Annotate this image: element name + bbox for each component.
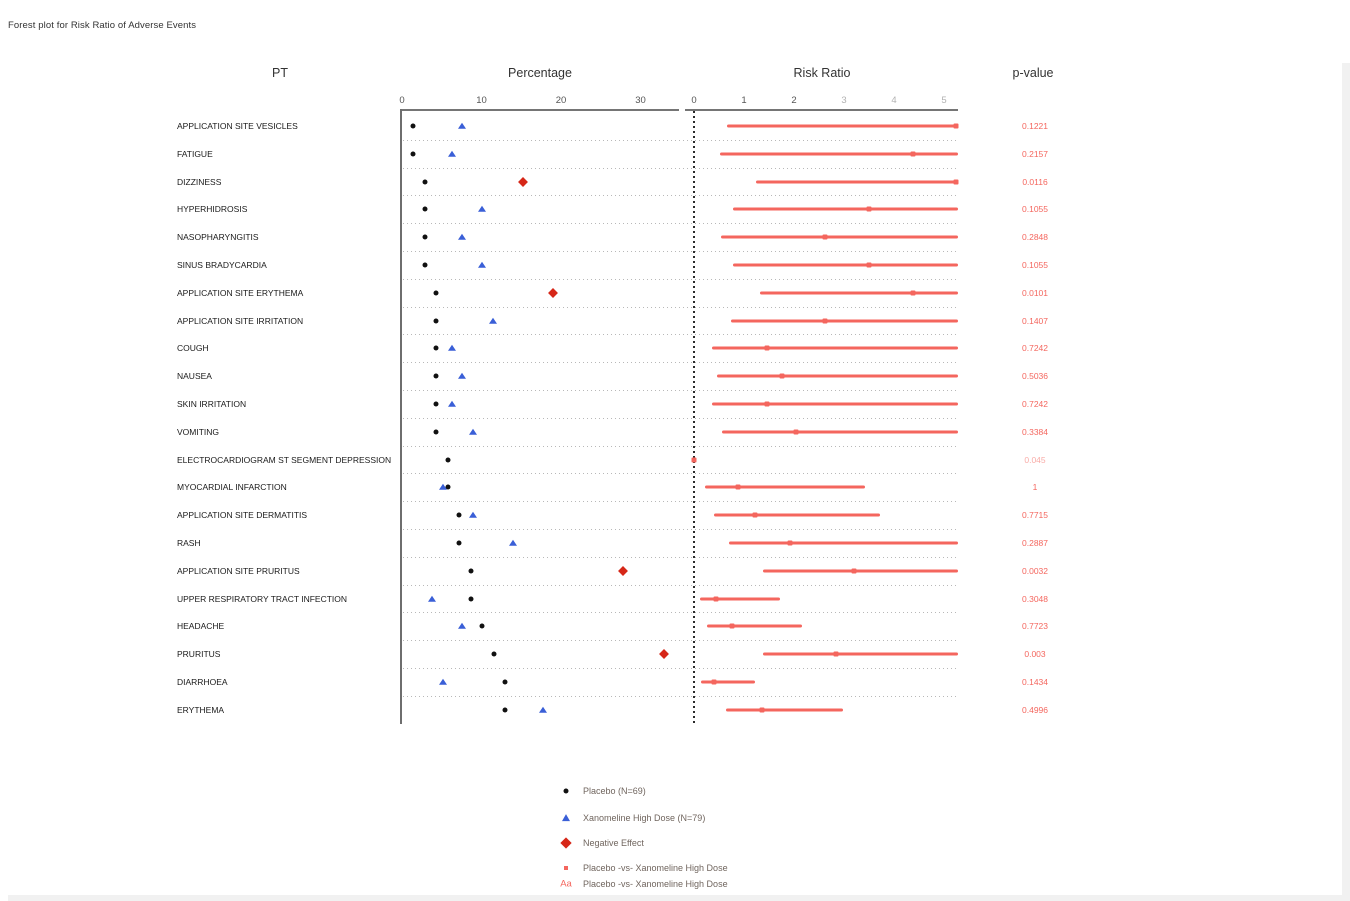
p-value: 0.4996 — [1022, 704, 1048, 715]
placebo-marker — [503, 707, 508, 712]
risk-ratio-estimate-marker — [692, 457, 697, 462]
p-value: 0.2157 — [1022, 148, 1048, 159]
xanomeline-marker — [458, 234, 466, 240]
risk-ratio-estimate-marker — [823, 235, 828, 240]
placebo-marker — [457, 513, 462, 518]
placebo-marker — [492, 652, 497, 657]
risk-ratio-axis-tick: 3 — [841, 95, 847, 106]
p-value: 1 — [1032, 482, 1038, 493]
percentage-axis-tick: 10 — [476, 95, 487, 106]
horizontal-scrollbar[interactable] — [8, 895, 1342, 901]
xanomeline-marker — [428, 595, 436, 601]
xanomeline-marker — [458, 623, 466, 629]
pt-label: ELECTROCARDIOGRAM ST SEGMENT DEPRESSION — [177, 454, 392, 465]
xanomeline-marker — [439, 679, 447, 685]
risk-ratio-ci-line — [729, 541, 958, 544]
xanomeline-marker — [469, 428, 477, 434]
pt-label: APPLICATION SITE ERYTHEMA — [177, 287, 304, 298]
risk-ratio-ci-line — [726, 708, 843, 711]
pt-label: HYPERHIDROSIS — [177, 204, 248, 215]
row-separator — [403, 168, 958, 169]
row-separator — [403, 223, 958, 224]
row-separator — [403, 334, 958, 335]
legend-blue-triangle-marker — [562, 814, 570, 821]
pt-label: APPLICATION SITE IRRITATION — [177, 315, 304, 326]
xanomeline-marker — [439, 484, 447, 490]
p-value: 0.3048 — [1022, 593, 1048, 604]
pt-label: FATIGUE — [177, 148, 213, 159]
placebo-marker — [457, 540, 462, 545]
p-value: 0.7242 — [1022, 398, 1048, 409]
row-separator — [403, 640, 958, 641]
p-value: 0.0116 — [1022, 176, 1048, 187]
pt-label: APPLICATION SITE PRURITUS — [177, 565, 300, 576]
percentage-plot-left-border — [400, 109, 402, 724]
placebo-marker — [434, 429, 439, 434]
risk-ratio-ci-line — [700, 597, 780, 600]
p-value: 0.7723 — [1022, 621, 1048, 632]
pt-label: SKIN IRRITATION — [177, 398, 247, 409]
p-value: 0.3384 — [1022, 426, 1048, 437]
pt-label: RASH — [177, 537, 201, 548]
risk-ratio-estimate-marker — [765, 346, 770, 351]
page-title: Forest plot for Risk Ratio of Adverse Events — [8, 20, 197, 31]
placebo-marker — [434, 290, 439, 295]
placebo-marker — [423, 262, 428, 267]
row-separator — [403, 251, 958, 252]
legend-label: Xanomeline High Dose (N=79) — [583, 813, 706, 823]
xanomeline-marker — [448, 345, 456, 351]
risk-ratio-estimate-marker — [794, 429, 799, 434]
risk-ratio-estimate-marker — [866, 262, 871, 267]
risk-ratio-axis-tick: 4 — [891, 95, 897, 106]
row-separator — [403, 195, 958, 196]
risk-ratio-estimate-marker — [765, 401, 770, 406]
risk-ratio-estimate-marker — [729, 624, 734, 629]
row-separator — [403, 668, 958, 669]
xanomeline-marker — [458, 123, 466, 129]
risk-ratio-estimate-marker — [834, 652, 839, 657]
pt-label: NAUSEA — [177, 371, 212, 382]
risk-ratio-ci-line — [763, 653, 958, 656]
pt-label: VOMITING — [177, 426, 220, 437]
xanomeline-marker — [469, 512, 477, 518]
risk-ratio-estimate-marker — [788, 540, 793, 545]
xanomeline-marker — [539, 706, 547, 712]
p-value: 0.003 — [1024, 649, 1046, 660]
placebo-marker — [423, 235, 428, 240]
vertical-scrollbar[interactable] — [1342, 63, 1350, 901]
risk-ratio-axis-line — [685, 109, 958, 111]
risk-ratio-estimate-marker — [910, 151, 915, 156]
p-value: 0.1434 — [1022, 676, 1048, 687]
p-value: 0.0101 — [1022, 287, 1048, 298]
p-value: 0.5036 — [1022, 371, 1048, 382]
pt-label: NASOPHARYNGITIS — [177, 232, 259, 243]
risk-ratio-ci-line — [712, 402, 958, 405]
risk-ratio-estimate-marker — [954, 123, 959, 128]
risk-ratio-axis-tick: 2 — [791, 95, 797, 106]
risk-ratio-ci-line — [760, 291, 958, 294]
risk-ratio-estimate-marker — [711, 679, 716, 684]
placebo-marker — [434, 401, 439, 406]
percentage-axis-tick: 20 — [555, 95, 567, 106]
placebo-marker — [423, 207, 428, 212]
risk-ratio-ci-line — [707, 625, 802, 628]
legend-label: Negative Effect — [583, 838, 644, 848]
pt-label: DIARRHOEA — [177, 676, 228, 687]
xanomeline-marker — [489, 317, 497, 323]
risk-ratio-ci-line — [722, 430, 958, 433]
row-separator — [403, 140, 958, 141]
pt-label: APPLICATION SITE DERMATITIS — [177, 510, 308, 521]
xanomeline-marker — [478, 262, 486, 268]
percentage-axis-line — [400, 109, 679, 111]
placebo-marker — [434, 374, 439, 379]
row-separator — [403, 501, 958, 502]
placebo-marker — [434, 318, 439, 323]
col-header-percentage: Percentage — [508, 66, 572, 80]
negative-effect-marker — [659, 649, 669, 659]
pt-label: SINUS BRADYCARDIA — [177, 259, 267, 270]
risk-ratio-ci-line — [721, 236, 958, 239]
risk-ratio-estimate-marker — [735, 485, 740, 490]
xanomeline-marker — [458, 373, 466, 379]
row-separator — [403, 473, 958, 474]
risk-ratio-ci-line — [705, 486, 865, 489]
risk-ratio-estimate-marker — [910, 290, 915, 295]
p-value: 0.1407 — [1022, 315, 1048, 326]
placebo-marker — [434, 346, 439, 351]
pt-label: MYOCARDIAL INFARCTION — [177, 482, 287, 493]
risk-ratio-ci-line — [727, 124, 958, 127]
risk-ratio-estimate-marker — [760, 707, 765, 712]
pt-label: UPPER RESPIRATORY TRACT INFECTION — [177, 593, 348, 604]
risk-ratio-ci-line — [733, 208, 958, 211]
risk-ratio-ci-line — [756, 180, 958, 183]
col-header-risk-ratio: Risk Ratio — [793, 66, 851, 80]
row-separator — [403, 585, 958, 586]
p-value: 0.7715 — [1022, 510, 1048, 521]
p-value: 0.7242 — [1022, 343, 1048, 354]
risk-ratio-axis-tick: 1 — [741, 95, 747, 106]
negative-effect-marker — [548, 288, 558, 298]
p-value: 0.1221 — [1022, 120, 1048, 131]
row-separator — [403, 390, 958, 391]
pt-label: COUGH — [177, 343, 209, 354]
risk-ratio-ci-line — [714, 514, 880, 517]
pt-label: DIZZINESS — [177, 176, 222, 187]
xanomeline-marker — [478, 206, 486, 212]
xanomeline-marker — [448, 401, 456, 407]
pt-label: PRURITUS — [177, 649, 221, 660]
xanomeline-marker — [448, 150, 456, 156]
negative-effect-marker — [518, 177, 528, 187]
pt-label: HEADACHE — [177, 621, 225, 632]
placebo-marker — [469, 568, 474, 573]
row-separator — [403, 529, 958, 530]
legend-label: Placebo (N=69) — [583, 786, 646, 796]
row-separator — [403, 307, 958, 308]
p-value: 0.0032 — [1022, 565, 1048, 576]
legend-black-dot-marker — [564, 789, 569, 794]
risk-ratio-estimate-marker — [866, 207, 871, 212]
risk-ratio-estimate-marker — [954, 179, 959, 184]
row-separator — [403, 279, 958, 280]
risk-ratio-axis-tick: 0 — [691, 95, 697, 106]
col-header-pt: PT — [272, 66, 288, 80]
row-separator — [403, 362, 958, 363]
risk-ratio-ci-line — [717, 375, 958, 378]
legend-label: Placebo -vs- Xanomeline High Dose — [583, 863, 728, 873]
legend-red-square-marker — [564, 866, 568, 870]
placebo-marker — [503, 679, 508, 684]
percentage-axis-tick: 0 — [399, 95, 405, 106]
placebo-marker — [480, 624, 485, 629]
p-value: 0.2848 — [1022, 232, 1048, 243]
placebo-marker — [411, 123, 416, 128]
pt-label: APPLICATION SITE VESICLES — [177, 120, 298, 131]
row-separator — [403, 557, 958, 558]
pt-label: ERYTHEMA — [177, 704, 225, 715]
placebo-marker — [423, 179, 428, 184]
col-header-p-value: p-value — [1012, 66, 1054, 80]
negative-effect-marker — [618, 566, 628, 576]
placebo-marker — [469, 596, 474, 601]
risk-ratio-ci-line — [712, 347, 958, 350]
row-separator — [403, 446, 958, 447]
p-value: 0.1055 — [1022, 204, 1048, 215]
risk-ratio-estimate-marker — [753, 513, 758, 518]
p-value: 0.1055 — [1022, 259, 1048, 270]
row-separator — [403, 418, 958, 419]
placebo-marker — [411, 151, 416, 156]
risk-ratio-ci-line — [733, 263, 958, 266]
risk-ratio-ci-line — [720, 152, 958, 155]
xanomeline-marker — [509, 540, 517, 546]
legend-label: Placebo -vs- Xanomeline High Dose — [583, 879, 728, 889]
risk-ratio-estimate-marker — [779, 374, 784, 379]
risk-ratio-estimate-marker — [852, 568, 857, 573]
placebo-marker — [446, 457, 451, 462]
row-separator — [403, 612, 958, 613]
risk-ratio-estimate-marker — [823, 318, 828, 323]
legend-red-diamond-marker — [560, 837, 571, 848]
risk-ratio-axis-tick: 5 — [941, 95, 947, 106]
legend-aa-text-marker: Aa — [560, 878, 572, 890]
risk-ratio-estimate-marker — [714, 596, 719, 601]
p-value: 0.045 — [1024, 454, 1046, 465]
p-value: 0.2887 — [1022, 537, 1048, 548]
risk-ratio-ci-line — [763, 569, 958, 572]
row-separator — [403, 696, 958, 697]
risk-ratio-ci-line — [731, 319, 958, 322]
risk-ratio-ci-line — [701, 680, 755, 683]
percentage-axis-tick: 30 — [635, 95, 646, 106]
